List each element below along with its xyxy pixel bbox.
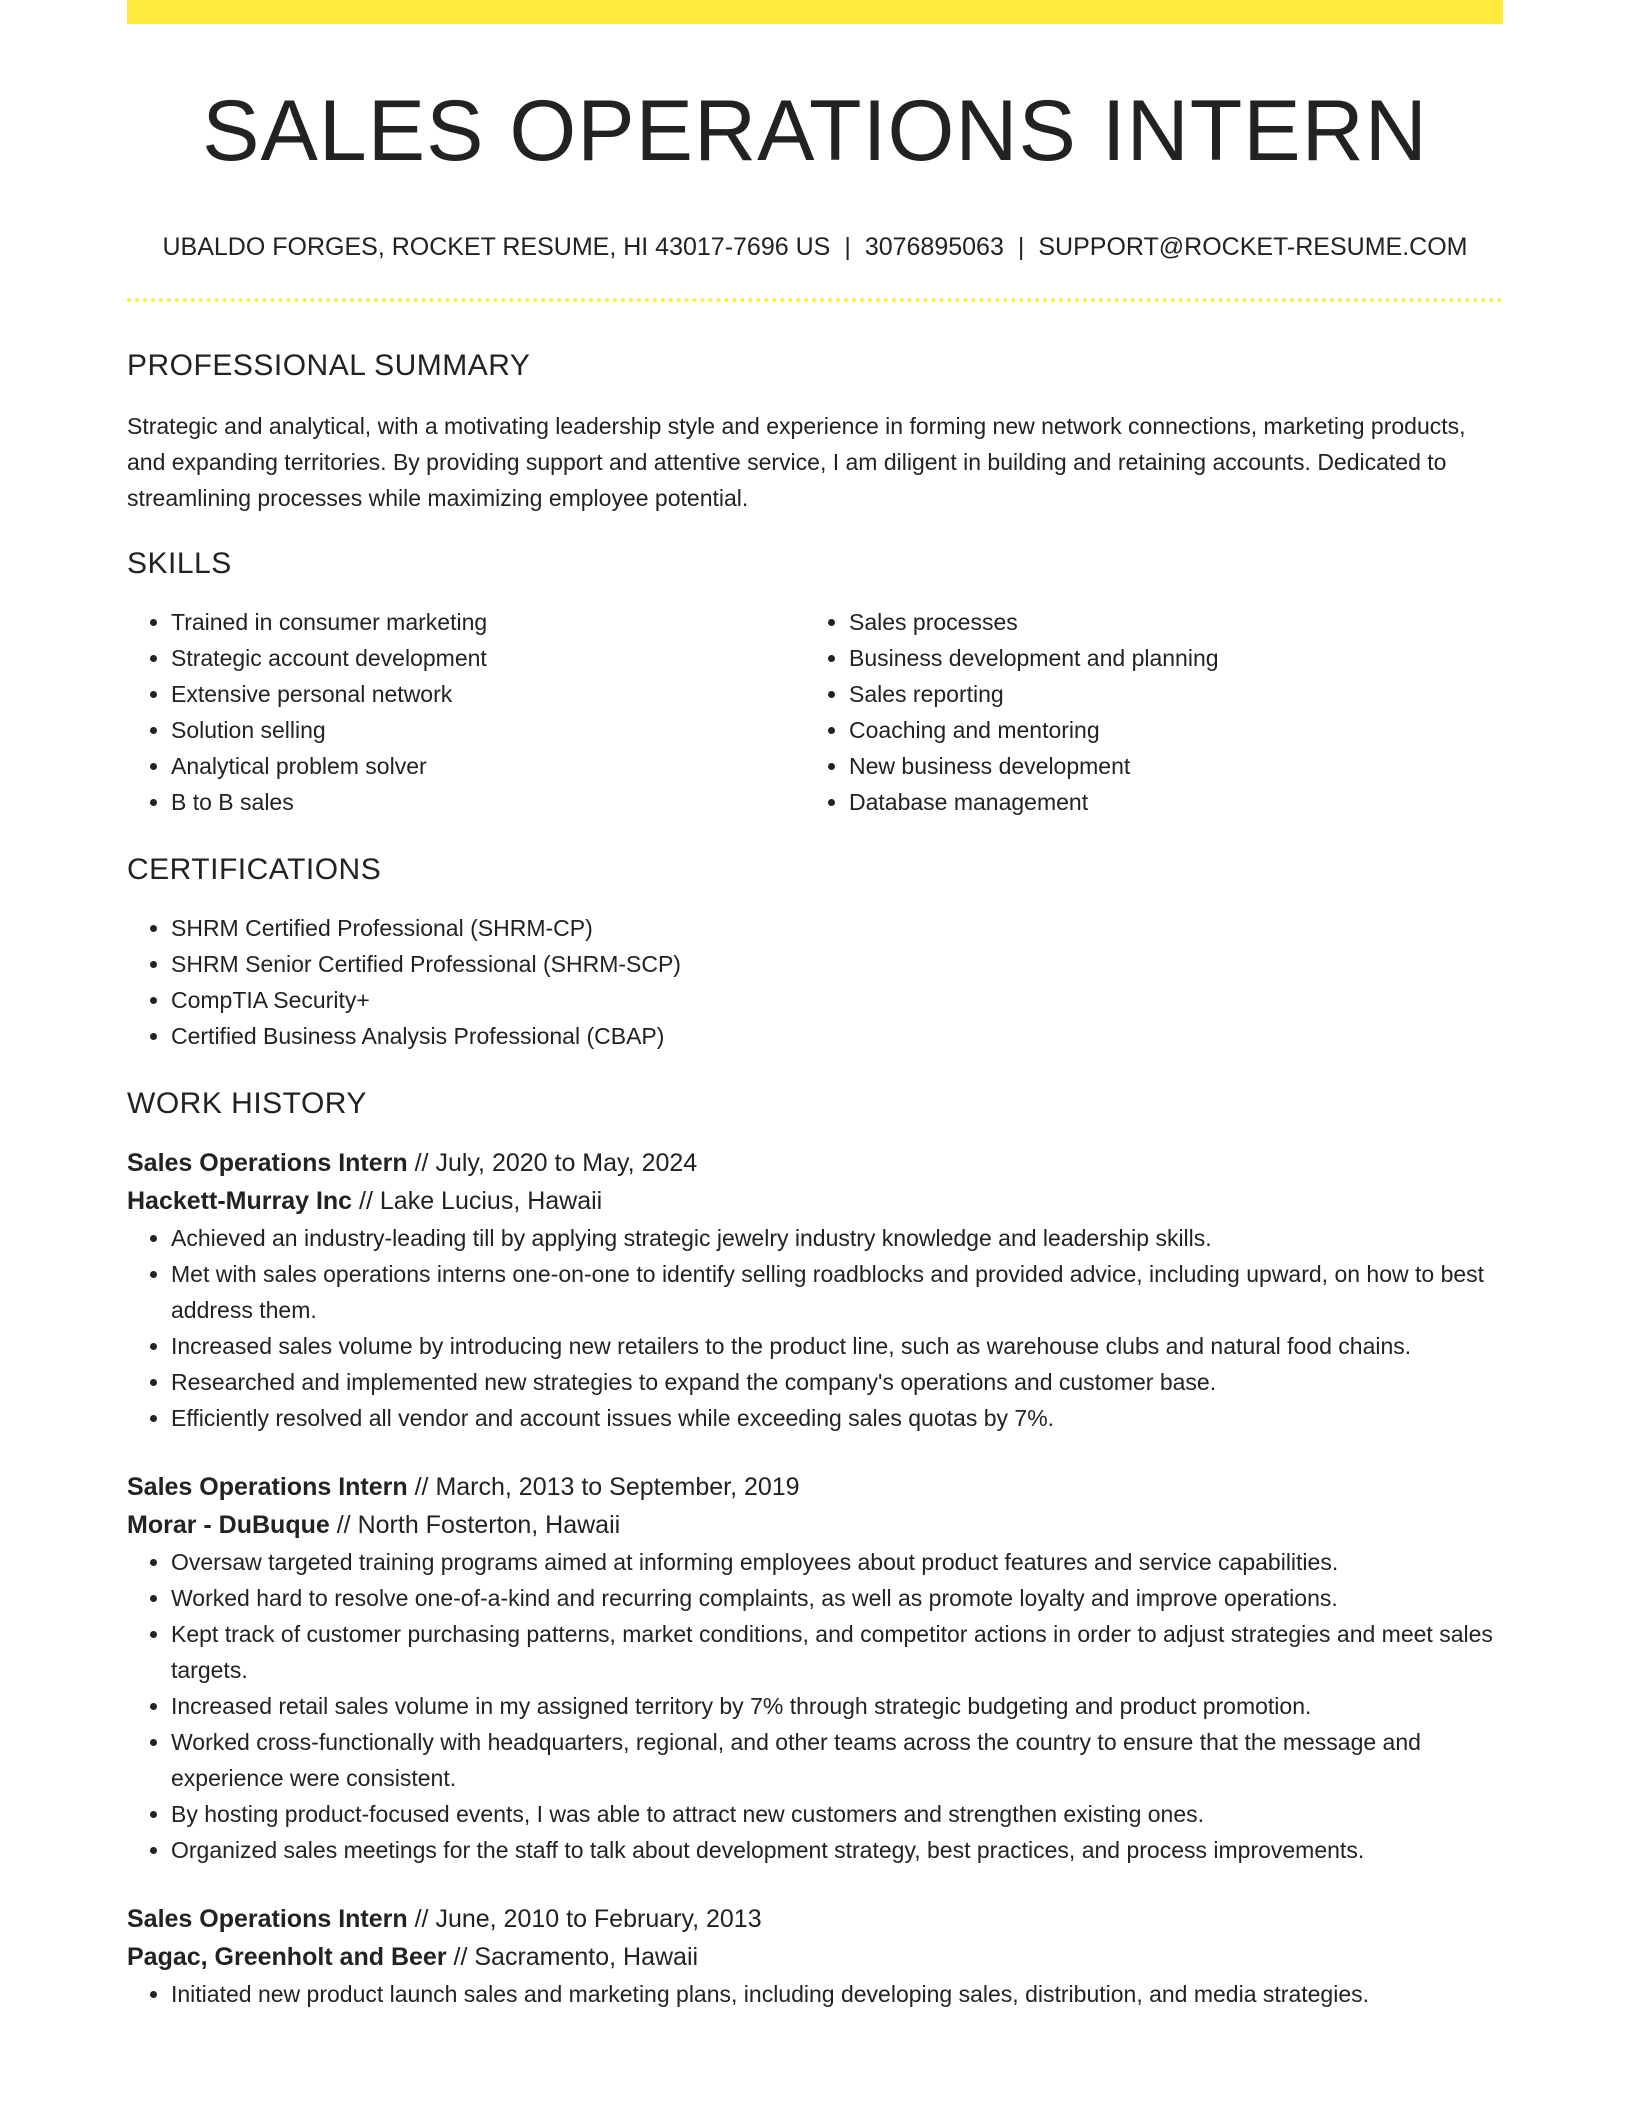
resume-title: SALES OPERATIONS INTERN	[202, 83, 1428, 179]
job-separator: //	[414, 1905, 429, 1933]
job-separator: //	[414, 1149, 429, 1177]
job-bullets	[127, 1976, 1503, 2012]
skill-item: • Database management	[849, 784, 1483, 820]
job-bullet: • Organized sales meetings for the staff to talk about development strategy, best practices, and process improvements.	[171, 1832, 1503, 1868]
certifications-heading: CERTIFICATIONS	[127, 853, 382, 886]
certifications-list	[127, 910, 1503, 1054]
contact-address: UBALDO FORGES, ROCKET RESUME, HI 43017-7696 US	[162, 233, 831, 261]
job-bullet: • Oversaw targeted training programs aimed at informing employees about product features and service capabilities.	[171, 1544, 1503, 1580]
skills-list-left	[127, 604, 805, 820]
skill-item: • Extensive personal network	[171, 676, 805, 712]
skill-item: • New business development	[849, 748, 1483, 784]
skills-column-right	[805, 604, 1483, 820]
job-bullet: • Worked cross-functionally with headquarters, regional, and other teams across the country to ensure that the message and experience were consistent.	[171, 1724, 1503, 1796]
skill-item: • Business development and planning	[849, 640, 1483, 676]
job-dates: July, 2020 to May, 2024	[435, 1149, 698, 1177]
skill-item: • Sales reporting	[849, 676, 1483, 712]
job-location: Sacramento, Hawaii	[474, 1943, 699, 1971]
resume-content	[127, 0, 1503, 2012]
contact-email: SUPPORT@ROCKET-RESUME.COM	[1038, 233, 1468, 261]
summary-heading: PROFESSIONAL SUMMARY	[127, 349, 531, 382]
skill-item: • Sales processes	[849, 604, 1483, 640]
summary-text: Strategic and analytical, with a motivating leadership style and experience in forming new network connections, marketing products, and expanding territories. By providing support and attentive service, I am diligent in building and retaining accounts. Dedicated to streamlining processes while maximizing employee potential.	[127, 413, 1466, 511]
job-title-line	[127, 1144, 1503, 1182]
contact-line	[127, 230, 1503, 264]
job-bullet: • Researched and implemented new strategies to expand the company's operations and customer base.	[171, 1364, 1503, 1400]
skill-item: • Analytical problem solver	[171, 748, 805, 784]
job-location: Lake Lucius, Hawaii	[379, 1187, 603, 1215]
job-entry	[127, 1468, 1503, 1868]
job-entry	[127, 1900, 1503, 2012]
job-company: Morar - DuBuque	[127, 1511, 330, 1539]
job-location: North Fosterton, Hawaii	[357, 1511, 621, 1539]
job-bullet: • Initiated new product launch sales and marketing plans, including developing sales, distribution, and media strategies.	[171, 1976, 1503, 2012]
job-title-line	[127, 1900, 1503, 1938]
job-title: Sales Operations Intern	[127, 1149, 408, 1177]
skills-section	[127, 544, 1503, 820]
contact-phone: 3076895063	[864, 233, 1004, 261]
job-company-line	[127, 1182, 1503, 1220]
job-bullet: • Increased sales volume by introducing new retailers to the product line, such as warehouse clubs and natural food chains.	[171, 1328, 1503, 1364]
certification-item: • SHRM Certified Professional (SHRM-CP)	[171, 910, 1503, 946]
job-bullet: • Increased retail sales volume in my assigned territory by 7% through strategic budgeting and product promotion.	[171, 1688, 1503, 1724]
certification-item: • CompTIA Security+	[171, 982, 1503, 1018]
job-company: Pagac, Greenholt and Beer	[127, 1943, 447, 1971]
skill-item: • Trained in consumer marketing	[171, 604, 805, 640]
job-bullets	[127, 1220, 1503, 1436]
certifications-section	[127, 850, 1503, 1054]
job-bullet: • By hosting product-focused events, I was able to attract new customers and strengthen existing ones.	[171, 1796, 1503, 1832]
job-title: Sales Operations Intern	[127, 1905, 408, 1933]
job-dates: June, 2010 to February, 2013	[435, 1905, 762, 1933]
job-bullet: • Achieved an industry-leading till by applying strategic jewelry industry knowledge and leadership skills.	[171, 1220, 1503, 1256]
skills-list-right	[805, 604, 1483, 820]
skill-item: • Strategic account development	[171, 640, 805, 676]
job-bullet: • Kept track of customer purchasing patterns, market conditions, and competitor actions in order to adjust strategies and meet sales targets.	[171, 1616, 1503, 1688]
contact-separator: |	[1017, 233, 1025, 261]
work-history-heading: WORK HISTORY	[127, 1087, 367, 1120]
skill-item: • Coaching and mentoring	[849, 712, 1483, 748]
job-title: Sales Operations Intern	[127, 1473, 408, 1501]
dotted-divider	[127, 298, 1503, 302]
job-company-line	[127, 1506, 1503, 1544]
job-bullets	[127, 1544, 1503, 1868]
contact-separator: |	[844, 233, 851, 261]
job-separator: //	[453, 1943, 468, 1971]
job-bullet: • Efficiently resolved all vendor and account issues while exceeding sales quotas by 7%.	[171, 1400, 1503, 1436]
summary-section	[127, 346, 1503, 516]
job-separator: //	[336, 1511, 351, 1539]
work-history-section	[127, 1084, 1503, 2012]
job-title-line	[127, 1468, 1503, 1506]
skills-column-left	[127, 604, 805, 820]
job-entry	[127, 1144, 1503, 1436]
job-bullet: • Met with sales operations interns one-on-one to identify selling roadblocks and provided advice, including upward, on how to best address them.	[171, 1256, 1503, 1328]
skills-grid	[127, 604, 1503, 820]
job-separator: //	[359, 1187, 373, 1215]
job-company-line	[127, 1938, 1503, 1976]
job-dates: March, 2013 to September, 2019	[435, 1473, 800, 1501]
job-company: Hackett-Murray Inc	[127, 1187, 353, 1215]
certification-item: • SHRM Senior Certified Professional (SHRM-SCP)	[171, 946, 1503, 982]
certification-item: • Certified Business Analysis Professional (CBAP)	[171, 1018, 1503, 1054]
job-bullet: • Worked hard to resolve one-of-a-kind and recurring complaints, as well as promote loyalty and improve operations.	[171, 1580, 1503, 1616]
job-separator: //	[414, 1473, 429, 1501]
skill-item: • B to B sales	[171, 784, 805, 820]
skill-item: • Solution selling	[171, 712, 805, 748]
skills-heading: SKILLS	[127, 547, 232, 580]
